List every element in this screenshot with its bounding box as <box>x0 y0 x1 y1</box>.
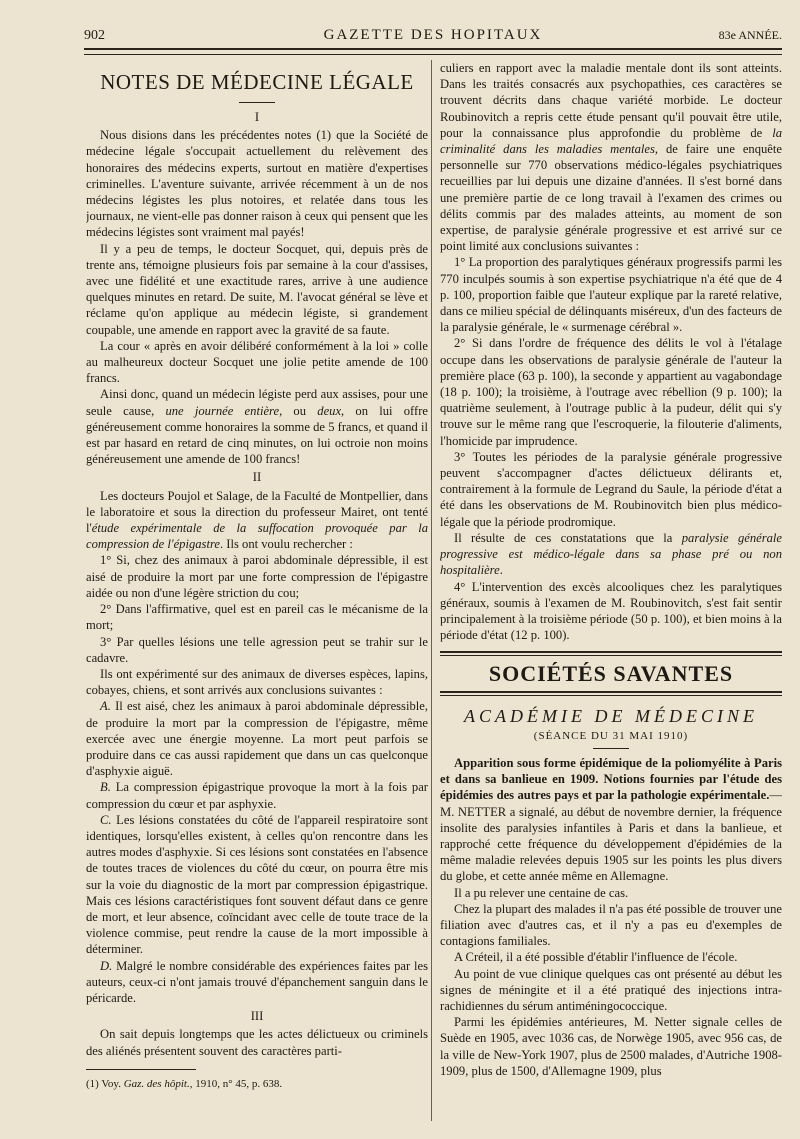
list-item: 2° Dans l'affirmative, quel est en pareil cas le mécanisme de la mort; <box>86 602 428 633</box>
paragraph: Il a pu relever une centaine de cas. <box>454 885 629 900</box>
section-rule <box>440 691 782 696</box>
text-run: Les docteurs Poujol et Salage, de la Faculté de Montpellier, dans le laboratoire et sous la direction du professeur Mairet, ont tenté l' <box>86 488 428 536</box>
paragraph <box>440 60 782 254</box>
lead-heading: Apparition sous forme épidémique de la poliomyélite à Paris et dans sa banlieue en 1909. Notions fournies par l'étude des épidémies des autres pays et par la pathologie expérimentale. <box>440 755 782 803</box>
emphasis: Gaz. des hôpit. <box>123 1077 190 1090</box>
section-rule <box>440 651 782 656</box>
section-title: SOCIÉTÉS SAVANTES <box>488 661 734 687</box>
section-title: NOTES DE MÉDECINE LÉGALE <box>100 70 414 94</box>
footnote <box>86 1076 428 1092</box>
conclusion-item <box>86 812 428 958</box>
conclusion-item <box>86 958 428 1007</box>
text-run: , 1910, n° 45, p. 638. <box>189 1077 283 1090</box>
text-run: (1) Voy. <box>86 1077 124 1090</box>
paragraph: Chez la plupart des malades il n'a pas été possible de trouver une filiation avec d'autres cas, et il n'y a pas eu d'exemples de contagions familiales. <box>440 901 782 949</box>
session-date: (SÉANCE DU 31 MAI 1910) <box>533 729 689 742</box>
header-rule <box>84 48 782 55</box>
paragraph <box>86 386 428 467</box>
text-run: , on lui offre généreusement comme honoraires la somme de 5 francs, et quand il est par hasard en retard de cinq minutes, on lui octroie non moins généreusement une amende de 100 francs! <box>86 403 428 467</box>
paragraph: La cour « après en avoir délibéré conformément à la loi » colle au malheureux docteur Socquet une jolie petite amende de 100 francs. <box>86 338 428 386</box>
left-column <box>86 60 428 1121</box>
conclusion-item: 2° Si dans l'ordre de fréquence des délits le vol à l'étalage occupe dans les observations de paralysie générale de l'auteur la première place (63 p. 100), la seconde y appartient au vagabondage (18 p. 100); la troisième, à l'outrage avec rébellion (9 p. 100); la quatrième seulement, à l'outrage public à la pudeur, délit qui s'y trouve sur le même rang que l'escroquerie, la filouterie d'aliments, l'homicide par imprudence. <box>440 336 782 448</box>
footnote-rule <box>86 1069 196 1070</box>
running-head <box>84 26 782 46</box>
page-number: 902 <box>84 28 105 43</box>
emphasis: une journée entière <box>165 403 280 418</box>
paragraph: Ils ont expérimenté sur des animaux de diverses espèces, lapins, cobayes, chiens, et sont arrivés aux conclusions suivantes : <box>86 666 428 698</box>
text-run: La compression épigastrique provoque la mort à la fois par compression du cœur et par asphyxie. <box>86 780 428 811</box>
emphasis: paralysie générale progressive est médico-légale dans sa phase pré ou non hospitalière <box>440 530 782 578</box>
paragraph: Il y a peu de temps, le docteur Socquet, qui, depuis près de trente ans, témoigne plusieurs fois par semaine à la cour d'assises, avec une fidélité et une exactitude rares, arrive à une audience quelques minutes en retard. De suite, M. l'avocat général se lève et réclame qu'on applique au médecin légiste, si grandement coupable, une amende en rapport avec la gravité de sa faute. <box>86 241 428 337</box>
right-column <box>440 60 782 1121</box>
list-item: 1° Si, chez des animaux à paroi abdominale dépressible, il est aisé de produire la mort par une forte compression de l'épigastre aidée ou non d'une légère striction du cou; <box>86 553 428 600</box>
paragraph <box>440 530 782 579</box>
list-item: 3° Par quelles lésions une telle agression peut se trahir sur le cadavre. <box>86 634 428 665</box>
paragraph: On sait depuis longtemps que les actes délictueux ou criminels des aliénés présentent souvent des caractères parti- <box>86 1027 428 1058</box>
paragraph: A Créteil, il a été possible d'établir l'influence de l'école. <box>454 950 738 965</box>
title-rule <box>593 748 629 749</box>
conclusion-item: 1° La proportion des paralytiques généraux progressifs parmi les 770 inculpés soumis à son expertise psychiatrique n'a été que de 4 p. 100, proportion faible que l'auteur explique par la rareté relative, dans ce milieu spécial de délinquants miséreux, d'un des facteurs de la paralysie générale, le « surmenage cérébral ». <box>440 255 782 335</box>
column-separator <box>431 60 432 1121</box>
text-run: . Ils ont voulu rechercher : <box>219 537 353 552</box>
emphasis: la criminalité dans les maladies mentales <box>440 125 782 157</box>
text-run: — M. NETTER a signalé, au début de novembre dernier, la fréquence insolite des paralysies infantiles à Paris et dans la banlieue, et rapproché cette fréquence du développement d'épidémies de la même maladie relevées depuis 1905 sur les points les plus divers du globe, et cette année même en Allemagne. <box>440 788 782 884</box>
paragraph: Nous disions dans les précédentes notes (1) que la Société de médecine légale s'occupait actuellement du relèvement des honoraires des médecins experts, surtout en matière d'expertises criminelles. L'aventure suivante, arrivée récemment à un de nos médecins légistes les plus notoires, et relatée dans tous les journaux, ne vient-elle pas donner raison à ceux qui pensent que les médecins légistes sont vraiment mal payés! <box>86 128 428 240</box>
paragraph: Au point de vue clinique quelques cas ont présenté au début les signes de méningite et il a été pratiqué des injections intra-rachidiennes du sérum antiméningococcique. <box>440 966 782 1013</box>
subsection-number: I <box>254 110 260 124</box>
conclusion-item <box>86 698 428 779</box>
text-run: , ou <box>279 403 318 418</box>
conclusion-item <box>86 779 428 811</box>
subsection-number: III <box>250 1009 264 1024</box>
emphasis: étude expérimentale de la suffocation provoquée par la compression de l'épigastre <box>86 521 428 552</box>
text-run: culiers en rapport avec la maladie mentale dont ils sont atteints. Dans les traités consacrés aux psychopathies, ces caractères se trouvent décrits dans chaque variété morbide. Le docteur Roubinovitch a repris cette étude pensant qu'il pouvait être utile, pour la connaissance plus approfondie du problème de <box>440 61 782 140</box>
emphasis: deux <box>317 403 342 418</box>
paragraph <box>86 488 428 553</box>
title-rule <box>239 102 275 103</box>
text-run: Il est aisé, chez les animaux à paroi abdominale dépressible, de produire la mort par la compression de l'épigastre, même exercée avec une énergie moyenne. La mort peut parfois se produire dans ce cas aussi rapidement que dans un cas quelconque d'asphyxie aiguë. <box>86 699 428 779</box>
text-run: Ainsi donc, quand un médecin légiste perd aux assises, pour une seule cause, <box>86 387 428 418</box>
item-label: D. <box>100 958 113 973</box>
journal-title: GAZETTE DES HOPITAUX <box>323 27 543 43</box>
subsection-number: II <box>252 470 262 485</box>
paragraph: Parmi les épidémies antérieures, M. Netter signale celles de Suède en 1905, avec 1036 cas, de Norwège 1905, avec 956 cas, de la ville de New-York 1907, plus de 2500 malades, d'Autriche 1908-1909, plus de 1500, d'Allemagne 1909, plus <box>440 1015 782 1078</box>
text-run: Malgré le nombre considérable des expériences faites par les auteurs, ceux-ci n'ont jamais trouvé d'épanchement sanguin dans le péricarde. <box>86 958 428 1005</box>
paragraph <box>440 755 782 885</box>
volume-year: 83e ANNÉE. <box>718 28 782 42</box>
text-run: Il résulte de ces constatations que la <box>454 530 682 545</box>
text-run: . <box>499 563 503 578</box>
conclusion-item: 3° Toutes les périodes de la paralysie générale progressive peuvent s'accompagner d'actes délictueux délirants et, contrairement à la formule de Legrand du Saule, la période d'état a été dans les observations de M. Roubinovitch bien plus médico-légale que la période prodromique. <box>440 449 782 529</box>
conclusion-item: 4° L'intervention des excès alcooliques chez les paralytiques généraux, soumis à l'examen de M. Roubinovitch, s'est fait sentir principalement à la troisième période (50 p. 100), et bien moins à la période d'état (12 p. 100). <box>440 579 782 643</box>
text-run: Les lésions constatées du côté de l'appareil respiratoire sont identiques, lorsqu'elles existent, à celles qu'on rencontre dans les autres modes d'asphyxie. Si ces lésions sont constatées en l'absence de toutes traces de violences du côté du cœur, on pourra être mis sur la voie du diagnostic de la mort par compression épigastrique. Mais ces lésions caractéristiques font souvent défaut dans ce genre de mort, et leur absence, coïncidant avec celle de toute trace de la violence commise, peut rendre la cause de la mort impossible à déterminer. <box>86 812 428 957</box>
item-label: A. <box>100 699 111 714</box>
text-run: , de faire une enquête personnelle sur 770 observations médico-légales psychiatriques recueillies par lui depuis une dizaine d'années. Il s'est borné dans une première partie de ce long travail à l'examen des crimes ou délits commis par des malades atteints, au moment de son expertise, de paralysie générale progressive et est arrivé sur ce point limité aux conclusions suivantes : <box>440 142 782 254</box>
item-label: B. <box>100 780 111 795</box>
subsection-title: ACADÉMIE DE MÉDECINE <box>464 705 758 726</box>
item-label: C. <box>100 812 112 827</box>
